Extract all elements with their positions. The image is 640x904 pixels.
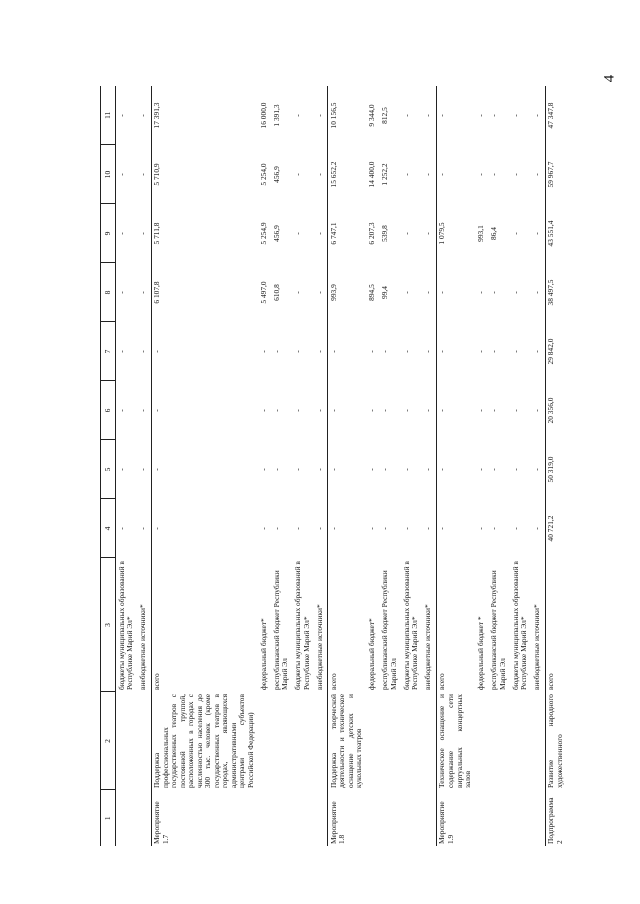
value-cell: - [401,350,411,353]
activity-name-cell [476,692,489,790]
value-cell: - [271,527,281,530]
value-cell: - [436,322,475,381]
value-cell: 456,9 [271,166,281,183]
value-cell: - [476,350,486,353]
value-cell: - [423,173,433,176]
activity-name-cell [138,692,152,790]
activity-name-cell [489,692,511,790]
activity-name-cell [401,692,423,790]
table-row [545,86,567,846]
funding-source-cell: республиканский бюджет Республики Марий Эл [489,570,507,690]
activity-code-cell: Мероприятие 1.9 [436,790,475,846]
value-cell: - [314,291,324,294]
value-cell: - [510,291,520,294]
column-header-1: 1 [101,790,116,846]
value-cell: - [314,114,324,117]
value-cell: - [116,409,126,412]
activity-name-cell: Развитие народного художественного [545,692,567,790]
value-cell: - [367,350,377,353]
value-cell: - [510,527,520,530]
table-row [258,86,271,846]
funding-source-cell: всего [151,558,258,692]
value-cell: - [314,409,324,412]
value-cell: 6 107,8 [151,263,258,322]
activity-name-cell: Техническое оснащение и содержание сети виртуальных концертных залов [436,692,475,790]
value-cell: - [138,114,148,117]
value-cell: - [151,440,258,499]
activity-code-cell [314,790,328,846]
table-row [138,86,152,846]
value-cell: - [476,173,486,176]
value-cell: - [138,173,148,176]
table-row [401,86,423,846]
activity-code-cell [380,790,402,846]
activity-name-cell: Поддержка творческой деятельности и техническое оснащение детских и кукольных театров [328,692,367,790]
value-cell: - [510,173,520,176]
value-cell: - [258,409,268,412]
value-cell: 16 000,0 [258,102,268,129]
table-row [476,86,489,846]
value-cell: 5 711,8 [151,204,258,263]
value-cell: - [116,232,126,235]
activity-name-cell [271,692,293,790]
column-header-4: 4 [101,499,116,558]
value-cell: 38 497,5 [545,263,567,322]
column-header-11: 11 [101,86,116,145]
table-row [532,86,546,846]
value-cell: 20 356,0 [545,381,567,440]
value-cell: 610,8 [271,284,281,301]
value-cell: 43 551,4 [545,204,567,263]
activity-name-cell [367,692,380,790]
value-cell: 1 391,3 [271,104,281,127]
value-cell: - [367,468,377,471]
value-cell: - [138,350,148,353]
funding-source-cell: внебюджетные источники* [138,604,148,690]
value-cell: - [423,527,433,530]
value-cell: - [401,409,411,412]
table-row [489,86,511,846]
value-cell: - [476,468,486,471]
activity-name-cell [258,692,271,790]
value-cell: - [532,232,542,235]
value-cell: 993,1 [476,225,486,242]
value-cell: - [314,468,324,471]
value-cell: - [476,527,486,530]
value-cell: - [138,527,148,530]
activity-name-cell [510,692,532,790]
activity-code-cell [476,790,489,846]
value-cell: - [436,440,475,499]
funding-source-cell: бюджеты муниципальных образований в Республике Марий Эл* [510,561,529,690]
value-cell: - [436,499,475,558]
value-cell: - [436,86,475,145]
value-cell: - [401,527,411,530]
value-cell: - [151,381,258,440]
value-cell: - [116,468,126,471]
value-cell: - [436,381,475,440]
column-header-9: 9 [101,204,116,263]
column-header-10: 10 [101,145,116,204]
value-cell: - [293,527,303,530]
funding-source-cell: бюджеты муниципальных образований в Республике Марий Эл* [401,561,420,690]
column-header-8: 8 [101,263,116,322]
activity-code-cell [423,790,437,846]
value-cell: - [532,173,542,176]
value-cell: 29 842,0 [545,322,567,381]
value-cell: - [489,173,499,176]
value-cell: - [293,232,303,235]
activity-name-cell [380,692,402,790]
value-cell: - [436,263,475,322]
value-cell: - [510,350,520,353]
value-cell: - [258,527,268,530]
value-cell: 10 156,5 [328,86,367,145]
value-cell: - [380,409,390,412]
funding-source-cell: федеральный бюджет* [367,618,377,690]
rotated-page [100,86,564,846]
table-row [380,86,402,846]
funding-source-cell: всего [545,558,567,692]
value-cell: - [380,468,390,471]
value-cell: - [532,468,542,471]
value-cell: 1 252,2 [380,163,390,186]
activity-name-cell [532,692,546,790]
funding-source-cell: республиканский бюджет Республики Марий Эл [380,570,398,690]
activity-name-cell [314,692,328,790]
value-cell: - [151,499,258,558]
value-cell: - [271,468,281,471]
funding-source-cell: всего [436,558,475,692]
value-cell: - [532,114,542,117]
funding-source-cell: внебюджетные источники* [532,604,542,690]
value-cell: 812,5 [380,107,390,124]
value-cell: 86,4 [489,227,499,240]
value-cell: - [423,114,433,117]
table-row [271,86,293,846]
value-cell: - [116,114,126,117]
value-cell: - [367,527,377,530]
column-header-3: 3 [101,558,116,692]
value-cell: - [314,173,324,176]
funding-source-cell: всего [328,558,367,692]
value-cell: - [510,468,520,471]
table-row [510,86,532,846]
value-cell: - [116,350,126,353]
column-number-header [101,86,116,846]
value-cell: - [293,291,303,294]
value-cell: - [293,350,303,353]
table-row [436,86,475,846]
activity-code-cell [138,790,152,846]
value-cell: - [510,409,520,412]
value-cell: 59 967,7 [545,145,567,204]
value-cell: - [314,350,324,353]
funding-source-cell: бюджеты муниципальных образований в Республике Марий Эл* [116,561,135,690]
activity-code-cell [367,790,380,846]
value-cell: - [489,468,499,471]
value-cell: - [401,232,411,235]
table-row [151,86,258,846]
activity-name-cell: Поддержка профессиональных государственных театров с постоянной труппой, расположенных в городах с численностью населения до 300 тыс. человек (кроме государственных театров в городах, являющихся административными центрами субъектов Российской Федерации) [151,692,258,790]
value-cell: 15 652,2 [328,145,367,204]
value-cell: - [314,232,324,235]
table-row [328,86,367,846]
value-cell: - [293,173,303,176]
table-row [367,86,380,846]
value-cell: 47 347,8 [545,86,567,145]
value-cell: - [532,291,542,294]
value-cell: - [489,350,499,353]
value-cell: - [116,291,126,294]
activity-code-cell [258,790,271,846]
value-cell: 50 319,0 [545,440,567,499]
activity-name-cell [116,692,138,790]
value-cell: 1 079,5 [436,204,475,263]
value-cell: - [293,409,303,412]
value-cell: - [401,291,411,294]
value-cell: - [423,232,433,235]
value-cell: - [138,409,148,412]
activity-name-cell [423,692,437,790]
budget-table [100,86,567,846]
value-cell: - [380,527,390,530]
value-cell: - [271,409,281,412]
value-cell: - [401,114,411,117]
table-row [423,86,437,846]
table-row [293,86,315,846]
value-cell: - [328,440,367,499]
funding-source-cell: республиканский бюджет Республики Марий Эл [271,570,290,690]
table-body [116,86,568,846]
value-cell: 5 710,9 [151,145,258,204]
value-cell: 993,9 [328,263,367,322]
value-cell: 5 254,9 [258,222,268,245]
value-cell: 5 254,0 [258,163,268,186]
funding-source-cell: федеральный бюджет* [258,618,268,690]
value-cell: - [116,527,126,530]
value-cell: 456,9 [271,225,281,242]
activity-code-cell [401,790,423,846]
activity-code-cell [489,790,511,846]
column-header-2: 2 [101,692,116,790]
value-cell: - [328,322,367,381]
activity-name-cell [293,692,315,790]
page-number: 4 [601,74,618,83]
value-cell: 14 400,0 [367,161,377,188]
value-cell: - [510,232,520,235]
value-cell: - [476,114,486,117]
value-cell: 539,8 [380,225,390,242]
value-cell: - [476,409,486,412]
value-cell: - [401,468,411,471]
activity-code-cell: Подпрограмма 2 [545,790,567,846]
value-cell: 5 497,0 [258,281,268,304]
value-cell: - [293,114,303,117]
activity-code-cell: Мероприятие 1.8 [328,790,367,846]
column-header-5: 5 [101,440,116,499]
value-cell: 17 391,3 [151,86,258,145]
value-cell: - [258,468,268,471]
funding-source-cell: внебюджетные источники* [423,604,433,690]
value-cell: - [138,291,148,294]
value-cell: 6 207,3 [367,222,377,245]
value-cell: - [401,173,411,176]
value-cell: - [258,350,268,353]
value-cell: - [423,291,433,294]
value-cell: - [510,114,520,117]
value-cell: 6 747,1 [328,204,367,263]
value-cell: - [138,232,148,235]
value-cell: - [116,173,126,176]
value-cell: - [532,350,542,353]
value-cell: - [423,468,433,471]
activity-code-cell [271,790,293,846]
value-cell: - [489,409,499,412]
value-cell: - [151,322,258,381]
table-row [314,86,328,846]
value-cell: - [489,527,499,530]
value-cell: - [423,350,433,353]
value-cell: - [328,381,367,440]
value-cell: - [436,145,475,204]
value-cell: - [138,468,148,471]
value-cell: - [489,291,499,294]
column-header-6: 6 [101,381,116,440]
activity-code-cell [116,790,138,846]
value-cell: - [532,527,542,530]
column-header-7: 7 [101,322,116,381]
activity-code-cell: Мероприятие 1.7 [151,790,258,846]
value-cell: 40 721,2 [545,499,567,558]
value-cell: 9 344,0 [367,104,377,127]
activity-code-cell [510,790,532,846]
value-cell: - [367,409,377,412]
value-cell: - [328,499,367,558]
funding-source-cell: бюджеты муниципальных образований в Республике Марий Эл* [293,561,311,690]
value-cell: - [380,350,390,353]
value-cell: - [314,527,324,530]
value-cell: - [489,114,499,117]
value-cell: - [423,409,433,412]
value-cell: - [271,350,281,353]
value-cell: - [293,468,303,471]
value-cell: 894,5 [367,284,377,301]
activity-code-cell [532,790,546,846]
value-cell: - [532,409,542,412]
value-cell: 99,4 [380,286,390,299]
funding-source-cell: внебюджетные источники* [314,604,324,690]
table-row [116,86,138,846]
activity-code-cell [293,790,315,846]
funding-source-cell: федеральный бюджет * [476,616,486,690]
value-cell: - [476,291,486,294]
